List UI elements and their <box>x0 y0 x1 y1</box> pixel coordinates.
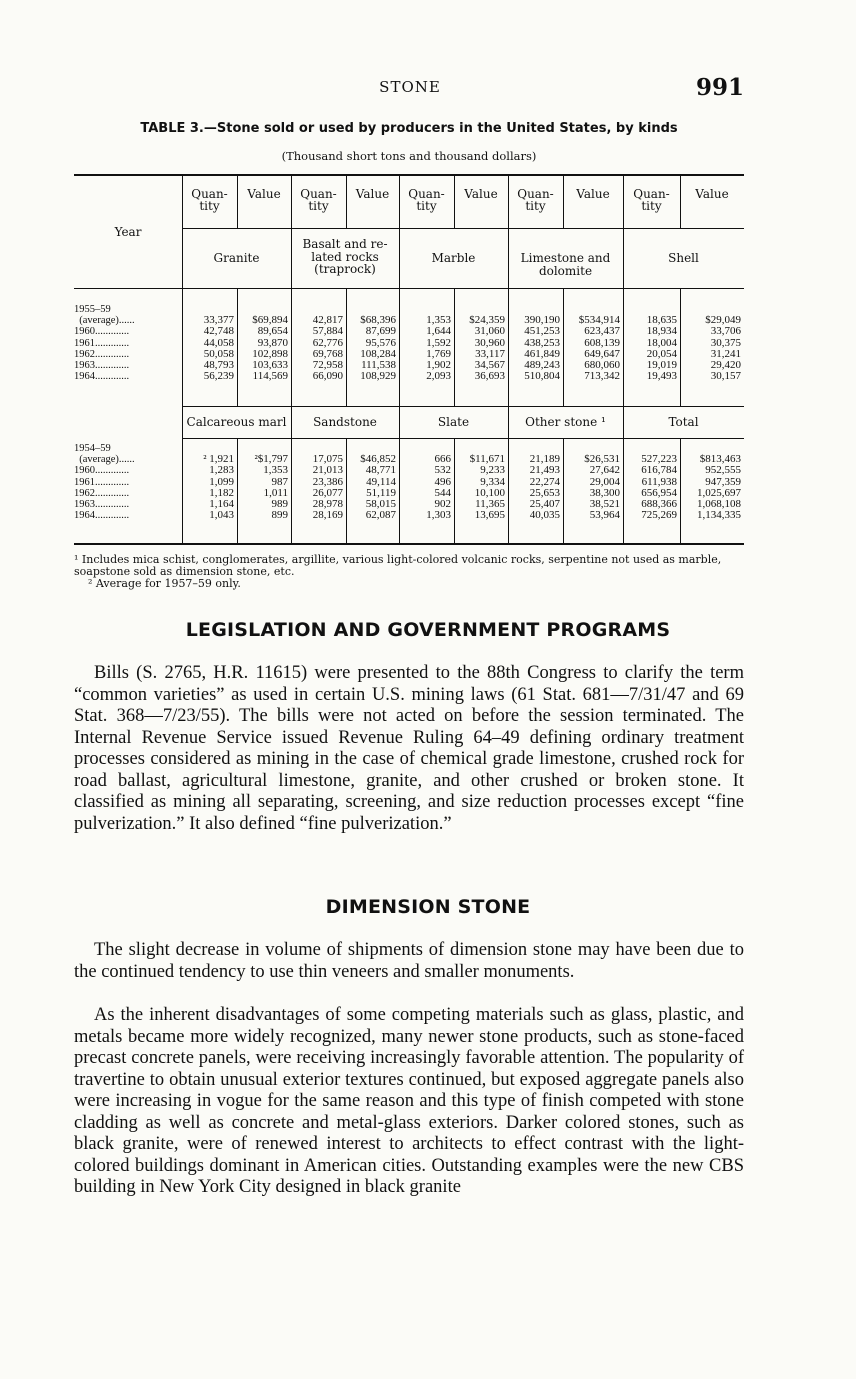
header-split-0 <box>237 176 238 228</box>
data-cell: 9,233 <box>480 464 505 477</box>
data-cell: 38,300 <box>589 486 620 499</box>
quantity-header: Quan- tity <box>408 187 445 213</box>
data-cell: 56,239 <box>203 370 234 383</box>
header-split-2 <box>454 176 455 228</box>
data-cell: 11,365 <box>475 498 505 510</box>
data-cell: 688,366 <box>641 498 677 510</box>
data-cell: 102,898 <box>252 347 288 360</box>
dimension-paragraph-2: As the inherent disadvantages of some competing materials such as glass, plastic, and metals became more widely recognized, many newer stone products, such as stone-faced precast concrete panels, were receiving increasingly favorable attention. The popularity of travertine to obtain unusual exterior textures continued, but exposed aggregate panels also were increasing in vogue for the same reason and this type of finish competed with stone cladding as well as concrete and metal-glass exteriors. Darker colored stones, such as black granite, were of renewed interest to architects to effect contrast with the light-colored buildings dominant in American cities. Outstanding examples were the new CBS building in New York City designed in black granite <box>74 1005 744 1197</box>
data-cell: 108,929 <box>360 370 396 383</box>
data-cell: 38,521 <box>589 498 620 510</box>
data-cell: 489,243 <box>524 359 560 371</box>
data-cell: $26,531 <box>584 453 620 466</box>
year-cell: 1960............. <box>74 465 130 477</box>
dimension-stone-heading: DIMENSION STONE <box>325 896 531 918</box>
data-cell: 1,592 <box>426 336 451 349</box>
data-cell: 17,075 <box>312 453 343 466</box>
stone-kind-header: Slate <box>437 415 470 429</box>
data-cell: 947,359 <box>705 475 741 488</box>
data-cell: 1,182 <box>209 486 234 499</box>
data-cell: $29,049 <box>705 314 741 327</box>
data-cell: 390,190 <box>524 314 560 327</box>
data-cell: 114,569 <box>252 370 288 383</box>
stone-kind-header: Other stone ¹ <box>525 415 606 429</box>
data-cell: 21,189 <box>529 453 560 466</box>
data-cell: 616,784 <box>641 464 677 477</box>
quantity-header: Quan- tity <box>191 187 228 213</box>
data-cell: 496 <box>434 475 451 488</box>
data-cell: 19,493 <box>646 370 677 383</box>
header-mid-rule <box>182 228 744 229</box>
data-cell: 31,060 <box>474 325 505 338</box>
data-cell: $11,671 <box>469 453 505 466</box>
data-cell: 87,699 <box>365 325 396 338</box>
data-cell: 18,004 <box>646 336 677 349</box>
data-cell: 48,771 <box>365 464 396 477</box>
data-cell: 1,644 <box>426 325 451 338</box>
data-cell: 461,849 <box>524 347 560 360</box>
data-cell: 42,817 <box>312 314 343 327</box>
year-cell: 1954–59 (average)...... <box>74 443 135 466</box>
data-cell: 1,099 <box>209 475 234 488</box>
data-cell: 49,114 <box>366 475 396 488</box>
data-cell: 680,060 <box>584 359 620 371</box>
data-cell: 21,493 <box>529 464 560 477</box>
data-cell: 51,119 <box>366 486 396 499</box>
year-header: Year <box>114 225 142 239</box>
year-cell: 1955–59 (average)...... <box>74 304 135 327</box>
stone-kind-header: Sandstone <box>313 415 377 429</box>
stone-kind-header: Marble <box>431 251 476 265</box>
data-cell: 31,241 <box>710 347 741 360</box>
legislation-paragraph: Bills (S. 2765, H.R. 11615) were presented to the 88th Congress to clarify the term “common varieties” as used in certain U.S. mining laws (61 Stat. 681—7/31/47 and 69 Stat. 368—7/23/55). The bills were not acted on before the session terminated. The Internal Revenue Service issued Revenue Ruling 64–49 defining ordinary treatment processes considered as mining in the case of chemical grade limestone, crushed rock for road ballast, agricultural limestone, granite, and other crushed or broken stone. It classified as mining all separating, screening, and size reduction processes except “fine pulverization.” It also defined “fine pulverization.” <box>74 663 744 834</box>
data-cell: 103,633 <box>252 359 288 371</box>
data-cell: 66,090 <box>312 370 343 383</box>
legislation-heading: LEGISLATION AND GOVERNMENT PROGRAMS <box>185 619 671 641</box>
data-cell: 26,077 <box>312 486 343 499</box>
value-header: Value <box>576 187 610 201</box>
data-cell: 1,353 <box>263 464 288 477</box>
stone-kind-header: Basalt and re- lated rocks (traprock) <box>302 237 388 276</box>
data-cell: 20,054 <box>646 347 677 360</box>
data-cell: 544 <box>434 486 451 499</box>
data-cell: 1,011 <box>263 486 288 499</box>
data-cell: 50,058 <box>203 347 234 360</box>
header-split-1 <box>346 176 347 228</box>
data-cell: 1,353 <box>426 314 451 327</box>
data-cell: 40,035 <box>529 509 560 522</box>
data-cell: 19,019 <box>646 359 677 371</box>
page-number: 991 <box>695 74 744 101</box>
data-cell: 53,964 <box>589 509 620 522</box>
data-cell: 532 <box>434 464 451 477</box>
data-cell: 611,938 <box>641 475 677 488</box>
data-cell: 527,223 <box>641 453 677 466</box>
data-cell: 666 <box>434 453 451 466</box>
quantity-header: Quan- tity <box>300 187 337 213</box>
data-cell: 608,139 <box>584 336 620 349</box>
footnotes <box>74 554 744 590</box>
year-cell: 1964............. <box>74 371 130 383</box>
data-cell: $534,914 <box>578 314 620 327</box>
data-cell: 9,334 <box>480 475 505 488</box>
data-cell: 44,058 <box>203 336 234 349</box>
quantity-header: Quan- tity <box>633 187 670 213</box>
data-cell: 21,013 <box>312 464 343 477</box>
data-cell: 36,693 <box>474 370 505 383</box>
data-cell: 987 <box>271 475 288 488</box>
data-cell: 649,647 <box>584 347 620 360</box>
data-cell: 30,960 <box>474 336 505 349</box>
data-cell: 29,004 <box>589 475 620 488</box>
data-cell: 902 <box>434 498 451 510</box>
data-cell: 42,748 <box>203 325 234 338</box>
header-bottom-rule <box>74 288 744 289</box>
data-cell: 30,375 <box>710 336 741 349</box>
value-header: Value <box>355 187 390 201</box>
data-cell: 2,093 <box>426 370 451 383</box>
data-cell: 18,934 <box>646 325 677 338</box>
footnote-1: ¹ Includes mica schist, conglomerates, argillite, various light-colored volcanic rocks, serpentine not used as marble, soapstone sold as dimension stone, etc. <box>74 553 722 578</box>
data-cell: 989 <box>271 498 288 510</box>
data-cell: 28,169 <box>312 509 343 522</box>
data-cell: 93,870 <box>257 336 288 349</box>
dimension-paragraph-1: The slight decrease in volume of shipments of dimension stone may have been due to the continued tendency to use thin veneers and smaller monuments. <box>74 940 744 982</box>
data-cell: $46,852 <box>360 453 396 466</box>
data-cell: 33,117 <box>475 347 505 360</box>
data-cell: 899 <box>271 509 288 522</box>
year-cell: 1961............. <box>74 337 130 349</box>
data-cell: 58,015 <box>365 498 396 510</box>
year-cell: 1964............. <box>74 510 130 522</box>
table-top-rule <box>74 174 744 176</box>
data-cell: 108,284 <box>360 347 396 360</box>
data-cell: 656,954 <box>641 486 677 499</box>
data-cell: 30,157 <box>710 370 741 383</box>
data-cell: 1,283 <box>209 464 234 477</box>
block-separator-rule <box>182 406 744 407</box>
data-cell: 72,958 <box>312 359 343 371</box>
data-cell: 25,407 <box>529 498 560 510</box>
stone-kind-header: Total <box>668 415 699 429</box>
year-cell: 1960............. <box>74 326 130 338</box>
header-split-4 <box>680 176 681 228</box>
year-cell: 1961............. <box>74 476 130 488</box>
data-cell: ² 1,921 <box>203 453 234 466</box>
data-cell: 27,642 <box>589 464 620 477</box>
data-cell: 89,654 <box>257 325 288 338</box>
stone-kind-header: Shell <box>668 251 699 265</box>
data-cell: 1,068,108 <box>697 498 741 510</box>
data-cell: 34,567 <box>474 359 505 371</box>
data-cell: 438,253 <box>524 336 560 349</box>
data-cell: 13,695 <box>474 509 505 522</box>
data-cell: 95,576 <box>365 336 396 349</box>
table-title: TABLE 3.—Stone sold or used by producers in the United States, by kinds <box>140 121 678 136</box>
table-bottom-rule <box>74 543 744 545</box>
data-cell: 1,134,335 <box>697 509 741 522</box>
data-cell: 28,978 <box>312 498 343 510</box>
data-cell: $813,463 <box>699 453 741 466</box>
data-cell: $68,396 <box>360 314 396 327</box>
data-cell: 33,706 <box>710 325 741 338</box>
stone-kind-header: Granite <box>213 251 260 265</box>
data-cell: 1,043 <box>209 509 234 522</box>
data-cell: 1,902 <box>426 359 451 371</box>
stone-kind-header: Calcareous marl <box>186 415 287 429</box>
footnote-2: ² Average for 1957–59 only. <box>88 577 241 590</box>
running-head: STONE <box>379 78 441 96</box>
data-cell: 510,804 <box>524 370 560 383</box>
data-cell: 1,769 <box>426 347 451 360</box>
value-header: Value <box>464 187 498 201</box>
data-cell: 23,386 <box>312 475 343 488</box>
data-cell: 62,087 <box>365 509 396 522</box>
data-cell: 18,635 <box>646 314 677 327</box>
data-cell: 33,377 <box>203 314 234 327</box>
value-header: Value <box>695 187 729 201</box>
header-split-3 <box>563 176 564 228</box>
quantity-header: Quan- tity <box>517 187 554 213</box>
data-cell: ²$1,797 <box>254 453 288 466</box>
data-cell: $24,359 <box>469 314 505 327</box>
data-cell: 22,274 <box>529 475 560 488</box>
data-cell: 1,025,697 <box>697 486 741 499</box>
data-cell: 57,884 <box>312 325 343 338</box>
data-cell: 69,768 <box>312 347 343 360</box>
data-cell: 62,776 <box>312 336 343 349</box>
data-cell: 1,164 <box>209 498 234 510</box>
stone-kind-header: Limestone and dolomite <box>520 251 611 278</box>
data-cell: 451,253 <box>524 325 560 338</box>
year-cell: 1963............. <box>74 499 130 510</box>
data-cell: 952,555 <box>705 464 741 477</box>
value-header: Value <box>247 187 281 201</box>
data-cell: 25,653 <box>529 486 560 499</box>
year-cell: 1962............. <box>74 487 130 499</box>
year-cell: 1962............. <box>74 348 130 360</box>
data-cell: $69,894 <box>252 314 288 327</box>
data-cell: 725,269 <box>641 509 677 522</box>
data-cell: 29,420 <box>710 359 741 371</box>
block2-header-rule <box>182 438 744 439</box>
data-cell: 10,100 <box>474 486 505 499</box>
data-cell: 713,342 <box>584 370 620 383</box>
data-cell: 48,793 <box>203 359 234 371</box>
data-cell: 1,303 <box>426 509 451 522</box>
year-cell: 1963............. <box>74 360 130 371</box>
data-cell: 111,538 <box>361 359 396 371</box>
data-cell: 623,437 <box>584 325 620 338</box>
table-subtitle: (Thousand short tons and thousand dollars) <box>281 149 537 163</box>
